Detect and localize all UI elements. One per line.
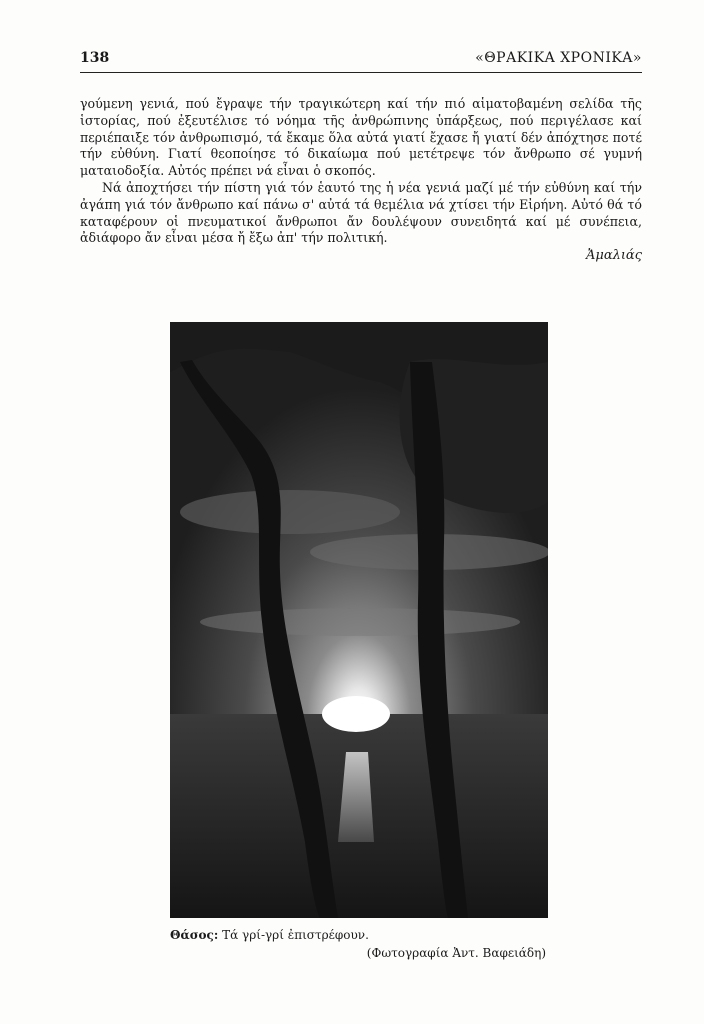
sunset-photograph [170,322,548,918]
page-number: 138 [80,50,110,66]
photo-credit: (Φωτογραφία Ἀντ. Βαφειάδη) [366,946,546,960]
article-paragraph: Νά ἀποχτήσει τήν πίστη γιά τόν ἑαυτό της ἡ νέα γενιά μαζί μέ τήν εὐθύνη καί τήν ἀγάπη γιά τόν ἄνθρωπο καί πάνω σ' αὐτά τά θεμέλια νά χτίσει τήν Εἰρήνη. Αὐτό θά τό καταφέρουν οἱ πνευματικοί ἄνθρωποι ἄν δουλέψουν συνειδητά καί μέ συνέπεια, ἀδιάφορο ἄν εἶναι μέσα ἤ ἔξω ἀπ' τήν πολιτική. [80,179,642,246]
caption-text: Τά γρί-γρί ἐπιστρέφουν. [218,928,369,942]
article-paragraph: γούμενη γενιά, πού ἔγραψε τήν τραγικώτερη καί τήν πιό αἱματοβαμένη σελίδα τῆς ἱστορίας, πού ἐξευτέλισε τό νόημα τῆς ἀνθρώπινης ὑπάρξεως, πού περιγέλασε καί περιέπαιξε τόν ἀνθρωπισμό, τά ἔκαμε ὅλα αὐτά γιατί ἔχασε ἤ γιατί δέν ἀπόχτησε ποτέ τήν εὐθύνη. Γιατί θεοποίησε τό δικαίωμα πού μετέτρεψε τόν ἄνθρωπο σέ γυμνή ματαιοδοξία. Αὐτός πρέπει νά εἶναι ὁ σκοπός. [80,96,642,179]
author-signature: Ἀμαλιάς [585,248,642,263]
caption-place: Θάσος: [170,928,219,942]
article-body [80,96,642,247]
page-header [80,50,642,73]
journal-title: «ΘΡΑΚΙΚΑ ΧΡΟΝΙΚΑ» [475,50,642,66]
photo-caption [170,928,369,942]
